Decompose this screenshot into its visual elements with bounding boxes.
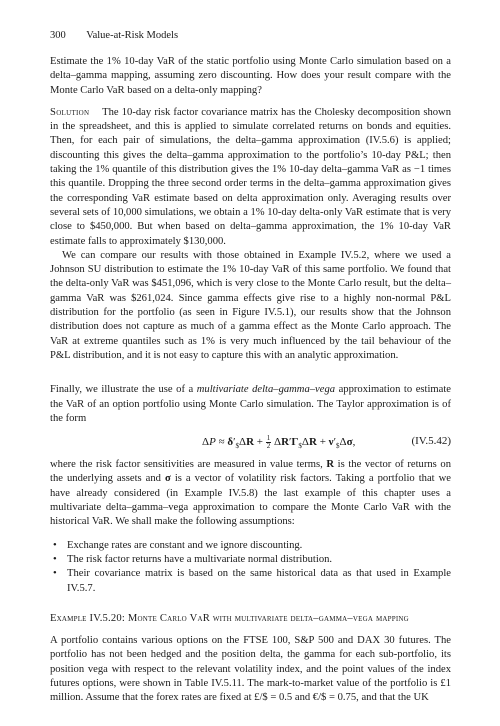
- running-head: [50, 30, 451, 41]
- equation-number: (IV.5.42): [411, 435, 451, 448]
- bullet-icon: •: [53, 539, 57, 551]
- assumptions-list: [50, 539, 451, 596]
- after-equation-paragraph: where the risk factor sensitivities are measured in value terms, R is the vector of returns on the underlying assets and σ is a vector of volatility risk factors. Taking a portfolio that we have already considered (in Example IV.5.8) the last example of this chapter uses a multivariate delta–gamma–vega approximation to compare the Monte Carlo VaR with the historical VaR. We shall make the following assumptions:: [50, 459, 452, 528]
- bullet-icon: •: [53, 568, 57, 580]
- page-content: [50, 30, 451, 706]
- intro-emphasis: multivariate delta–gamma–vega: [196, 384, 336, 396]
- assumption-item: • Exchange rates are constant and we ignore discounting.: [50, 539, 451, 553]
- taylor-equation: [50, 432, 451, 454]
- book-title: Value-at-Risk Models: [86, 30, 179, 41]
- intro-paragraph: Finally, we illustrate the use of a multivariate delta–gamma–vega approximation to estimate the VaR of an option portfolio using Monte Carlo simulation. The Taylor approximation is of the form: [50, 384, 451, 424]
- bullet-icon: •: [53, 553, 57, 565]
- equation-body: $\Delta P \approx \delta'_{\$}\Delta R$ + $\frac{1}{2}$ $\Delta R'\Gamma_{\$}\Delta R + \nu'_{\$}\Delta\sigma$,: [202, 434, 356, 451]
- solution-paragraph-1: [50, 106, 451, 249]
- example-heading: Example IV.5.20: Monte Carlo VaR with multivariate delta–gamma–vega mapping: [50, 612, 409, 624]
- assumption-item: • Their covariance matrix is based on the same historical data as that used in Example IV.5.7.: [53, 568, 451, 594]
- assumption-item: • The risk factor returns have a multivariate normal distribution.: [50, 553, 451, 567]
- page-number: 300: [50, 30, 66, 41]
- solution-paragraph-2: We can compare our results with those obtained in Example IV.5.2, where we used a Johnson SU distribution to estimate the 1% 10-day VaR of this same portfolio. We found that the delta-only VaR was $451,096, which is very close to the Monte Carlo result, but the delta–gamma VaR was $261,024. Since gamma effects give rise to a highly non-normal P&L distribution for the portfolio (as seen in Figure IV.5.1), our results show that the Johnson distribution does not capture as much of a gamma effect as the Monte Carlo approach. The VaR at extreme quantiles such as 1% is very much influenced by the tail behaviour of the P&L distribution, and it is not easy to capture this with an analytic approximation.: [50, 249, 451, 361]
- exercise-text: Estimate the 1% 10-day VaR of the static portfolio using Monte Carlo simulation based on a delta–gamma mapping, assuming zero discounting. How does your result compare with the Monte Carlo VaR based on a delta-only mapping?: [50, 56, 451, 96]
- solution-label: Solution: [50, 106, 90, 118]
- example-text: A portfolio contains various options on the FTSE 100, S&P 500 and DAX 30 futures. The portfolio has not been hedged and the position delta, the gamma for each sub-portfolio, its position vega with respect to the relevant volatility index, and the point values of the index futures options, were shown in Table IV.5.11. The mark-to-market value of the portfolio is £1 million. Assume that the forex rates are fixed at £/$ = 0.5 and €/$ = 0.75, and that the UK: [50, 635, 451, 704]
- solution-text-1: The 10-day risk factor covariance matrix has the Cholesky decomposition shown in the spreadsheet, and this is applied to simulate correlated returns on bonds and equities. Then, for each pair of simulations, the delta–gamma approximation (IV.5.6) is applied; discounting this gives the delta–gamma approximation to the portfolio’s 10-day P&L; then taking the 1% quantile of this distribution gives the 1% 10-day delta–gamma VaR as −1 times this quantile. Dropping the three second order terms in the delta–gamma approximation gives the corresponding VaR estimate based on delta approximation only. Averaging results over several sets of 10,000 simulations, we obtain a 1% 10-day delta-only VaR estimate that is very close to $450,000. But when based on delta–gamma approximation, the 1% 10-day VaR estimate falls to approximately $130,000.: [50, 106, 451, 247]
